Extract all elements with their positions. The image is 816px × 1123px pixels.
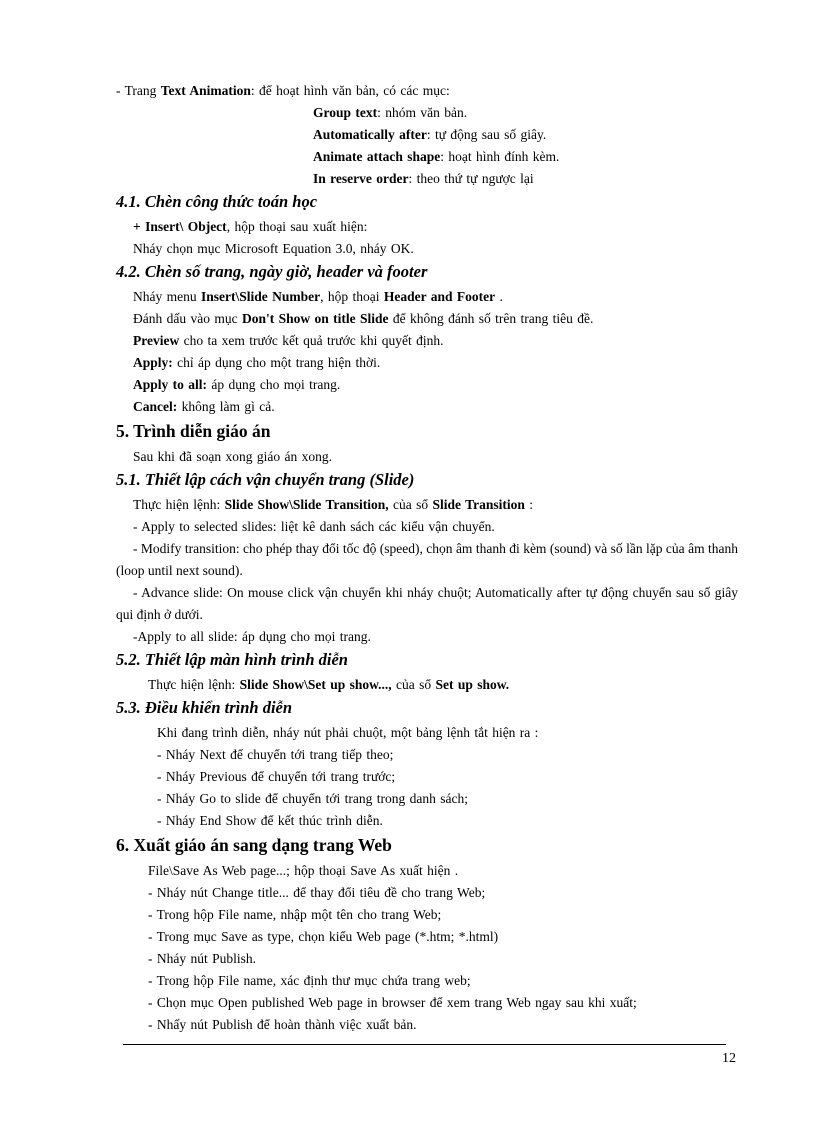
s53-item-previous: - Nháy Previous để chuyển tới trang trước; <box>157 769 396 784</box>
s51-line-2: - Apply to selected slides: liệt kê danh sách các kiểu vận chuyển. <box>133 519 495 534</box>
s42-line-5: Apply to all: áp dụng cho mọi trang. <box>133 377 341 392</box>
s6-line-4: - Trong mục Save as type, chọn kiểu Web page (*.htm; *.html) <box>148 929 499 944</box>
s6-line-7: - Chọn mục Open published Web page in browser để xem trang Web ngay sau khi xuất; <box>148 995 637 1010</box>
s5-line-1: Sau khi đã soạn xong giáo án xong. <box>133 449 332 464</box>
option-group-text: Group text: nhóm văn bản. <box>313 105 468 120</box>
s42-line-2: Đánh dấu vào mục Don't Show on title Slide để không đánh số trên trang tiêu đề. <box>133 311 594 326</box>
footer-rule <box>123 1044 726 1045</box>
s53-item-go-to-slide: - Nháy Go to slide để chuyển tới trang trong danh sách; <box>157 791 468 806</box>
s52-line-1: Thực hiện lệnh: Slide Show\Set up show..., của sổ Set up show. <box>148 677 510 692</box>
s41-line-1: + Insert\ Object, hộp thoại sau xuất hiện: <box>133 219 368 234</box>
option-animate-attach-shape: Animate attach shape: hoạt hình đính kèm. <box>313 149 560 164</box>
s6-line-6: - Trong hộp File name, xác định thư mục chứa trang web; <box>148 973 471 988</box>
s51-paragraph-3: - Modify transition: cho phép thay đổi tốc độ (speed), chọn âm thanh đi kèm (sound) và số lần lặp của âm thanh (loop until next sound). <box>116 541 738 578</box>
heading-5: 5. Trình diễn giáo án <box>116 421 271 441</box>
option-in-reserve-order: In reserve order: theo thứ tự ngược lại <box>313 171 534 186</box>
s6-line-3: - Trong hộp File name, nhập một tên cho trang Web; <box>148 907 442 922</box>
s42-line-1: Nháy menu Insert\Slide Number, hộp thoại Header and Footer . <box>133 289 503 304</box>
s53-item-end-show: - Nháy End Show để kết thúc trình diễn. <box>157 813 383 828</box>
s6-line-1: File\Save As Web page...; hộp thoại Save As xuất hiện . <box>148 863 459 878</box>
s51-paragraph-4: - Advance slide: On mouse click vận chuyển khi nháy chuột; Automatically after tự động chuyển sau số giây qui định ở dưới. <box>116 585 738 622</box>
s41-line-2: Nháy chọn mục Microsoft Equation 3.0, nháy OK. <box>133 241 414 256</box>
s42-line-3: Preview cho ta xem trước kết quả trước khi quyết định. <box>133 333 444 348</box>
s42-line-4: Apply: chỉ áp dụng cho một trang hiện thời. <box>133 355 381 370</box>
s42-line-6: Cancel: không làm gì cả. <box>133 399 275 414</box>
s6-line-8: - Nhấy nút Publish để hoàn thành việc xuất bản. <box>148 1017 417 1032</box>
s6-line-2: - Nháy nút Change title... để thay đổi tiêu đề cho trang Web; <box>148 885 486 900</box>
heading-4-1: 4.1. Chèn công thức toán học <box>116 192 318 211</box>
page-number: 12 <box>722 1051 736 1066</box>
heading-6: 6. Xuất giáo án sang dạng trang Web <box>116 835 392 855</box>
s53-line-1: Khi đang trình diễn, nháy nút phải chuột, một bảng lệnh tắt hiện ra : <box>157 725 539 740</box>
text-animation-intro: - Trang Text Animation: để hoạt hình văn bản, có các mục: <box>116 83 450 98</box>
heading-4-2: 4.2. Chèn số trang, ngày giờ, header và footer <box>116 262 428 281</box>
s51-line-1: Thực hiện lệnh: Slide Show\Slide Transition, của sổ Slide Transition : <box>133 497 534 512</box>
s53-item-next: - Nháy Next để chuyển tới trang tiếp theo; <box>157 747 394 762</box>
heading-5-3: 5.3. Điều khiển trình diễn <box>116 698 293 717</box>
option-automatically-after: Automatically after: tự động sau số giây. <box>313 127 547 142</box>
heading-5-2: 5.2. Thiết lập màn hình trình diễn <box>116 650 348 669</box>
heading-5-1: 5.1. Thiết lập cách vận chuyển trang (Slide) <box>116 470 415 489</box>
s51-line-5: -Apply to all slide: áp dụng cho mọi trang. <box>133 629 371 644</box>
s6-line-5: - Nháy nút Publish. <box>148 951 257 966</box>
